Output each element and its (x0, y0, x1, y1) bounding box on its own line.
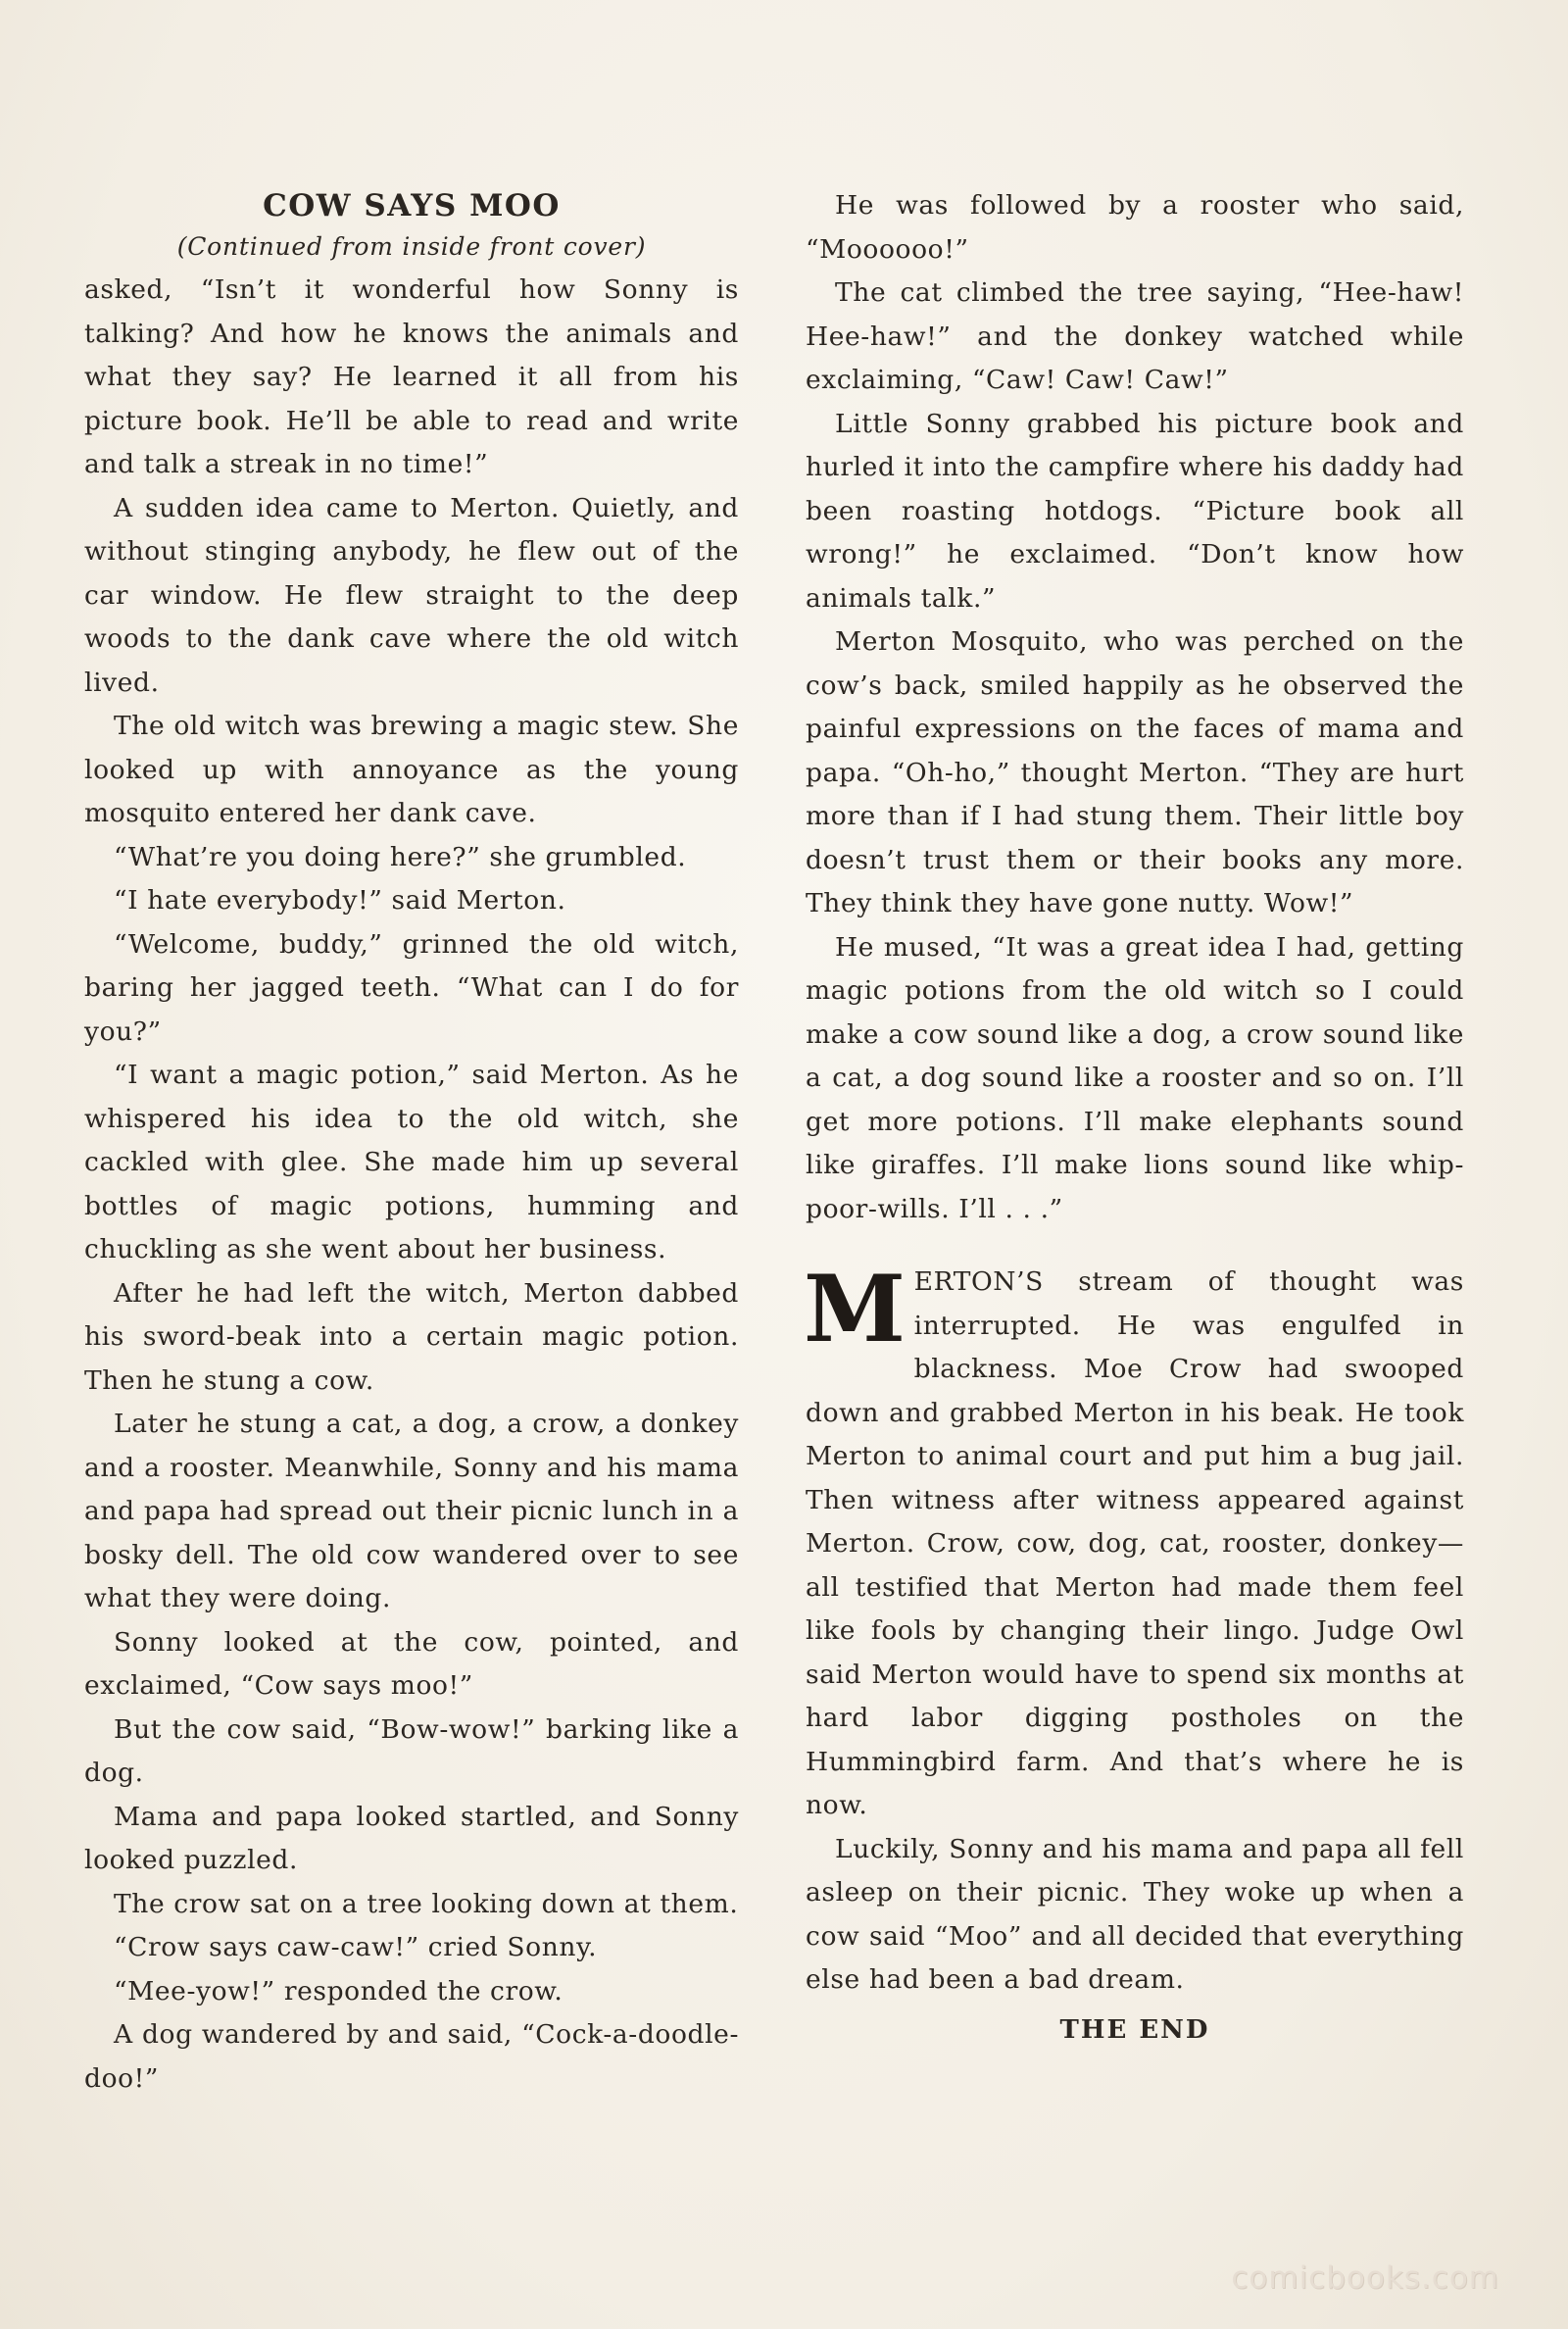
paragraph: Little Sonny grabbed his picture book and hurled it into the campfire where his daddy had been roasting hotdogs. “Picture book all wrong!” he exclaimed. “Don’t know how animals talk.” (806, 408, 1464, 614)
dropcap-paragraph (804, 1256, 1464, 1828)
the-end-label: THE END (1059, 2014, 1210, 2045)
paragraph: A dog wandered by and said, “Cock-a-doodle-doo!” (84, 2019, 739, 2094)
paragraph: “I hate everybody!” said Merton. (114, 885, 566, 916)
paragraph: asked, “Isn’t it wonderful how Sonny is talking? And how he knows the animals and what they say? He learned it all from his picture book. He’ll be able to read and write and talk a streak in no time!” (84, 274, 739, 479)
paragraph: “Welcome, buddy,” grinned the old witch, baring her jagged teeth. “What can I do for you?” (84, 928, 739, 1047)
paragraph: He was followed by a rooster who said, “Moooooo!” (806, 190, 1464, 265)
right-column (806, 184, 1464, 2052)
paragraph: A sudden idea came to Merton. Quietly, and without stinging anybody, he flew out of the car window. He flew straight to the deep woods to the dank cave where the old witch lived. (84, 492, 739, 698)
paragraph: He mused, “It was a great idea I had, getting magic potions from the old witch so I could make a cow sound like a dog, a crow sound like a cat, a dog sound like a rooster and so on. I’ll get more potions. I’ll make elephants sound like giraffes. I’ll make lions sound like whip-poor-wills. I’ll . . .” (806, 931, 1464, 1224)
paragraph: Merton Mosquito, who was perched on the cow’s back, smiled happily as he observed the painful expressions on the faces of mama and papa. “Oh-ho,” thought Merton. “They are hurt more than if I had stung them. Their little boy doesn’t trust them or their books any more. They think they have gone nutty. Wow!” (806, 626, 1464, 918)
paragraph: The crow sat on a tree looking down at them. (114, 1888, 739, 1919)
drop-cap-letter: M (804, 1256, 906, 1363)
left-column (84, 184, 739, 2101)
paragraph: Later he stung a cat, a dog, a crow, a donkey and a rooster. Meanwhile, Sonny and his mama and papa had spread out their picnic lunch in a bosky dell. The old cow wandered over to see what they were doing. (84, 1409, 739, 1613)
watermark: comicbooks.com (1231, 2260, 1499, 2296)
paragraph: The old witch was brewing a magic stew. She looked up with annoyance as the young mosquito entered her dank cave. (84, 711, 739, 828)
dropcap-paragraph-text: ERTON’S stream of thought was interrupted. He was engulfed in blackness. Moe Crow had swooped down and grabbed Merton in his beak. He took Merton to animal court and put him a bug jail. Then witness after witness appeared against Merton. Crow, cow, dog, cat, rooster, donkey—all testified that Merton had made them feel like fools by changing their lingo. Judge Owl said Merton would have to spend six months at hard labor digging postholes on the Hummingbird farm. And that’s where he is now. (806, 1266, 1464, 1820)
paragraph: The cat climbed the tree saying, “Hee-haw! Hee-haw!” and the donkey watched while exclaiming, “Caw! Caw! Caw!” (806, 277, 1464, 395)
paragraph: “Mee-yow!” responded the crow. (114, 1975, 564, 2007)
paragraph: Mama and papa looked startled, and Sonny looked puzzled. (84, 1801, 739, 1875)
paragraph: “What’re you doing here?” she grumbled. (114, 841, 687, 872)
paragraph: After he had left the witch, Merton dabbed his sword-beak into a certain magic potion. Then he stung a cow. (84, 1277, 739, 1396)
closing-paragraph: Luckily, Sonny and his mama and papa all fell asleep on their picnic. They woke up when a cow said “Moo” and all decided that everything else had been a bad dream. (806, 1833, 1464, 1995)
paragraph: “Crow says caw-caw!” cried Sonny. (114, 1932, 598, 1962)
paragraph: Sonny looked at the cow, pointed, and exclaimed, “Cow says moo!” (84, 1626, 739, 1701)
paragraph: But the cow said, “Bow-wow!” barking like a dog. (84, 1713, 739, 1788)
paragraph: “I want a magic potion,” said Merton. As he whispered his idea to the old witch, she cackled with glee. She made him up several bottles of magic potions, humming and chuckling as she went about her business. (84, 1060, 739, 1264)
story-subtitle: (Continued from inside front cover) (176, 232, 647, 261)
story-title: COW SAYS MOO (263, 188, 561, 223)
